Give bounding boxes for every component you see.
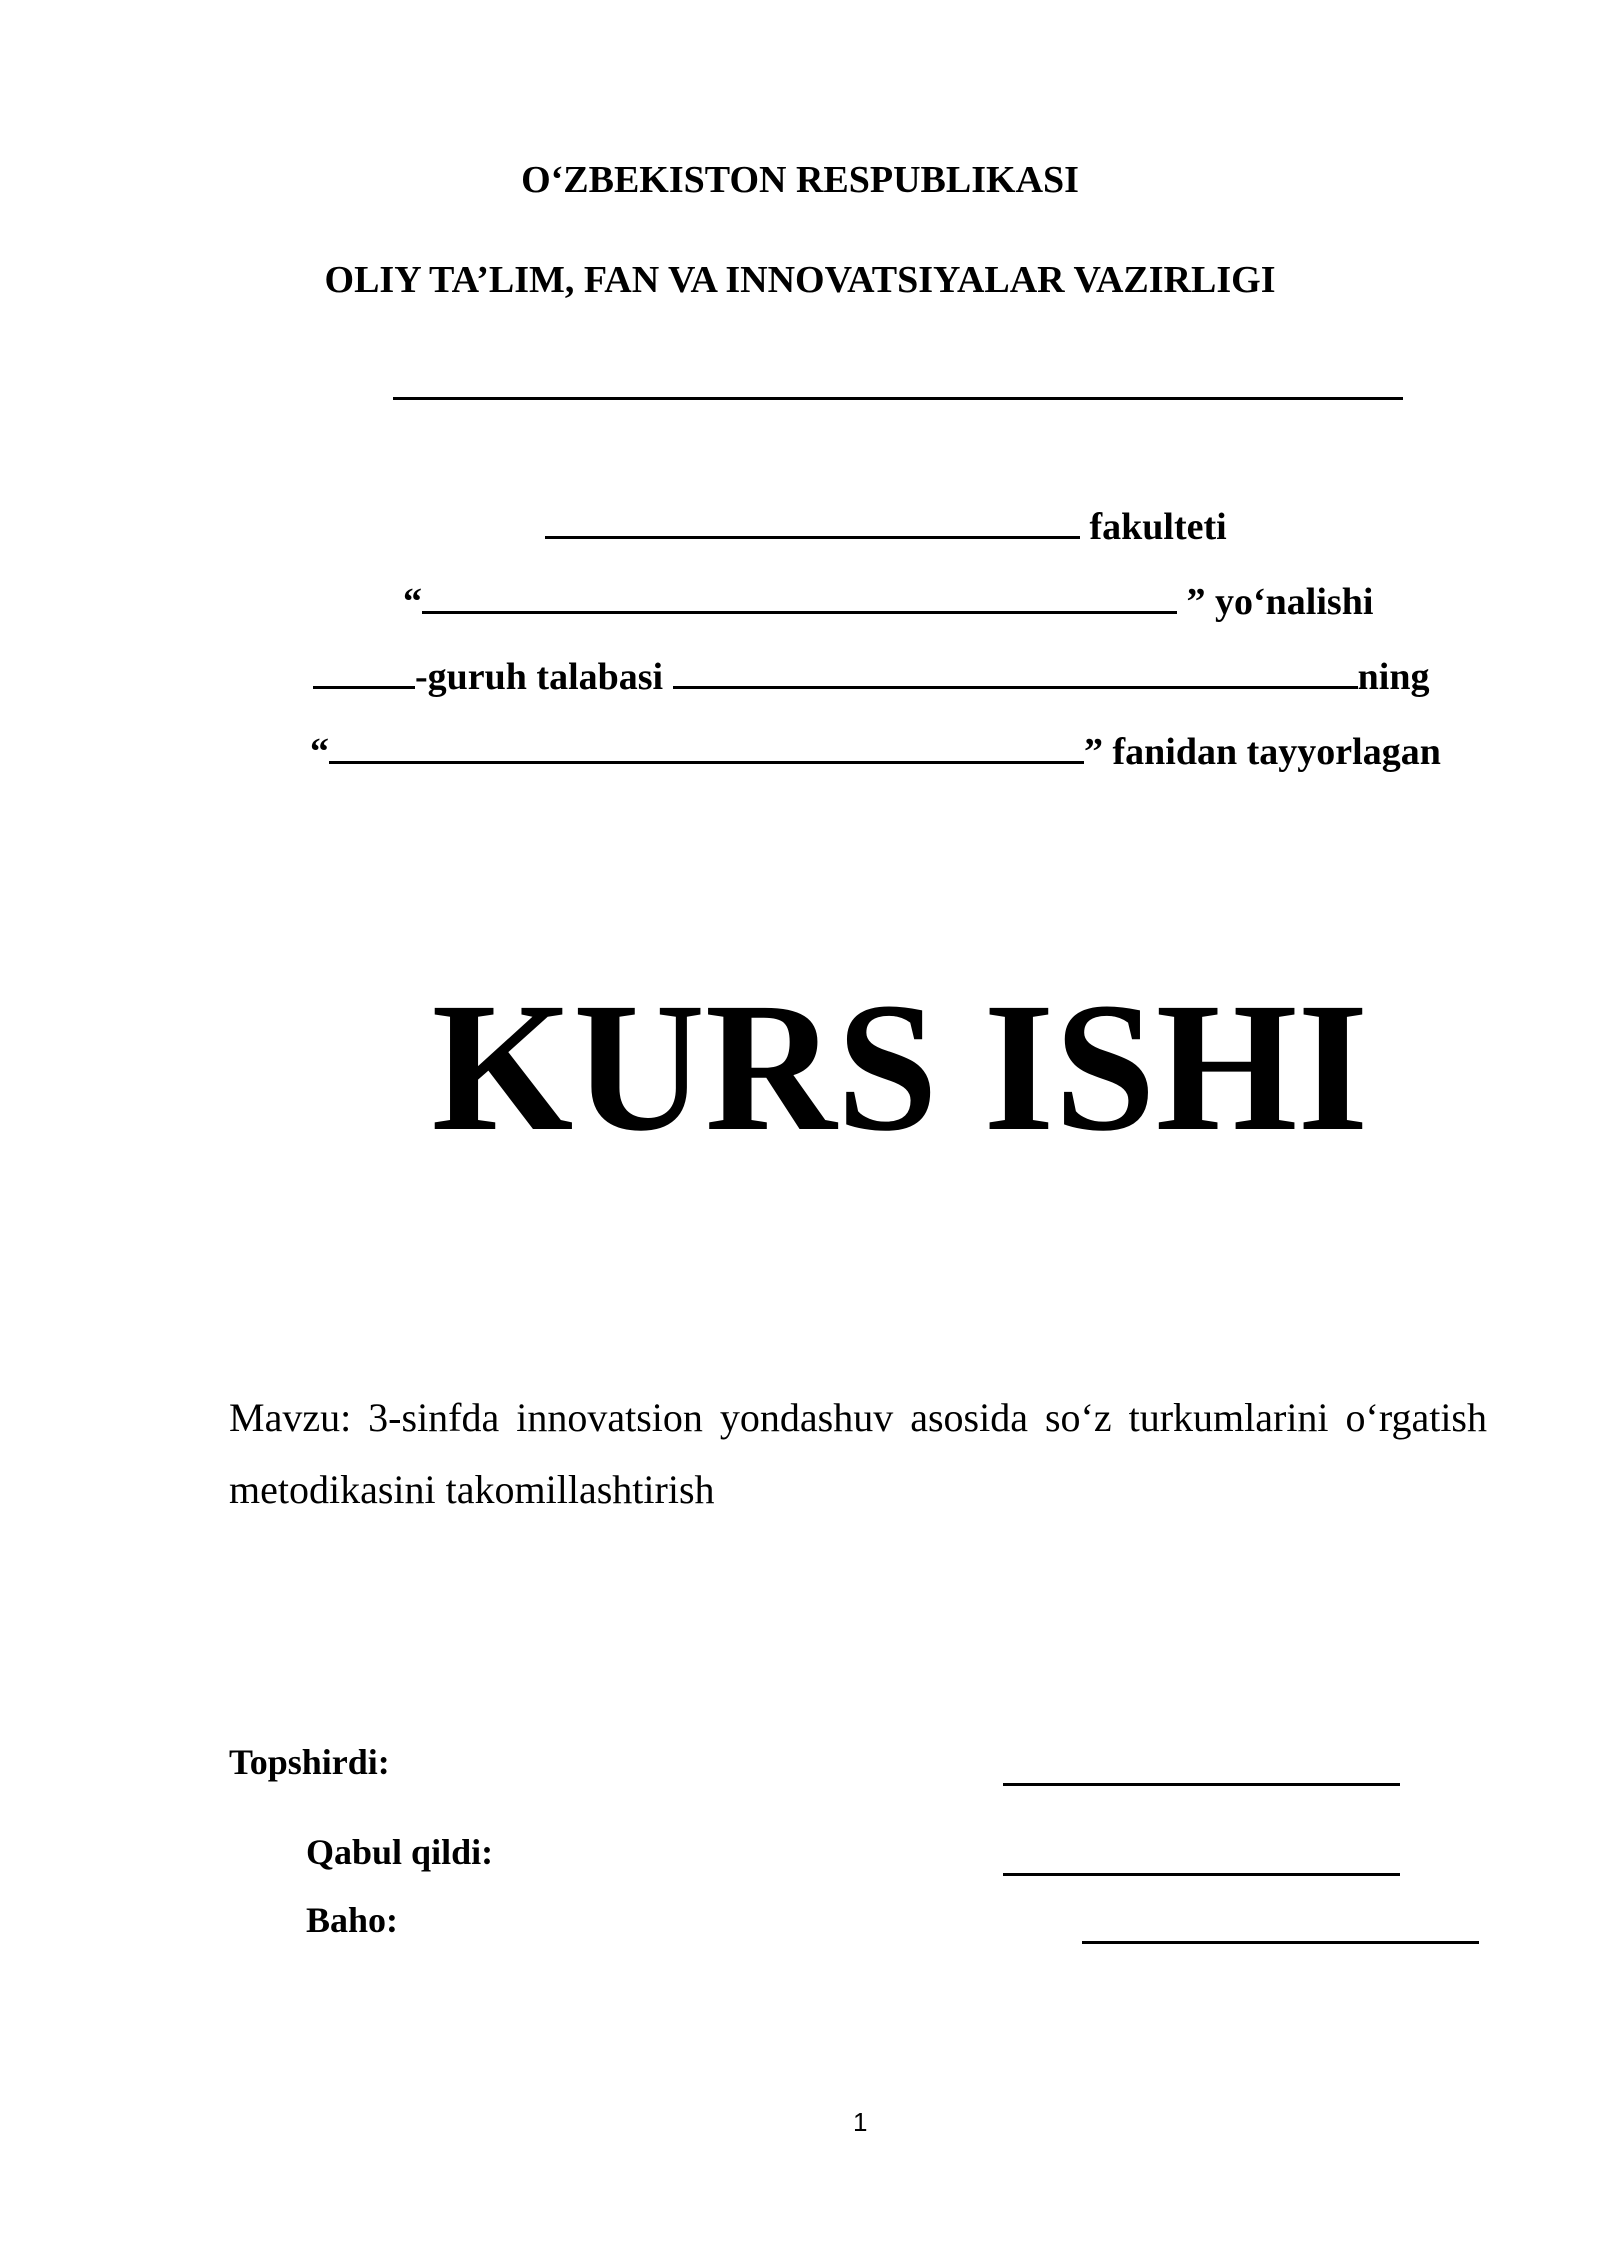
ministry-country-heading: O‘ZBEKISTON RESPUBLIKASI	[521, 159, 1079, 201]
direction-label: ” yo‘nalishi	[1186, 581, 1374, 623]
group-blank	[313, 686, 415, 689]
document-title: KURS ISHI	[431, 965, 1369, 1170]
submitted-label: Topshirdi:	[229, 1742, 390, 1782]
submitted-blank	[1003, 1783, 1400, 1786]
student-suffix: ning	[1357, 656, 1430, 698]
direction-open-quote: “	[403, 581, 422, 623]
direction-blank	[422, 611, 1177, 614]
faculty-label: fakulteti	[1089, 506, 1227, 548]
subject-label: ” fanidan tayyorlagan	[1084, 731, 1441, 773]
direction-row	[403, 580, 1373, 624]
grade-blank	[1082, 1941, 1479, 1944]
faculty-row	[545, 505, 1227, 549]
page-number: 1	[853, 2107, 868, 2137]
faculty-blank	[545, 536, 1080, 539]
accepted-label: Qabul qildi:	[306, 1832, 494, 1872]
student-name-blank	[673, 686, 1358, 689]
grade-label: Baho:	[306, 1900, 399, 1940]
subject-row	[310, 730, 1441, 774]
group-student-row	[313, 655, 1429, 699]
subject-open-quote: “	[310, 731, 329, 773]
group-label: -guruh talabasi	[415, 656, 664, 698]
ministry-name-heading: OLIY TA’LIM, FAN VA INNOVATSIYALAR VAZIRLIGI	[324, 259, 1276, 301]
university-name-blank	[393, 397, 1403, 400]
topic-text: Mavzu: 3-sinfda innovatsion yondashuv asosida so‘z turkumlarini o‘rgatish metodikasini takomillashtirish	[229, 1395, 1487, 1512]
subject-blank	[329, 761, 1084, 764]
accepted-blank	[1003, 1873, 1400, 1876]
